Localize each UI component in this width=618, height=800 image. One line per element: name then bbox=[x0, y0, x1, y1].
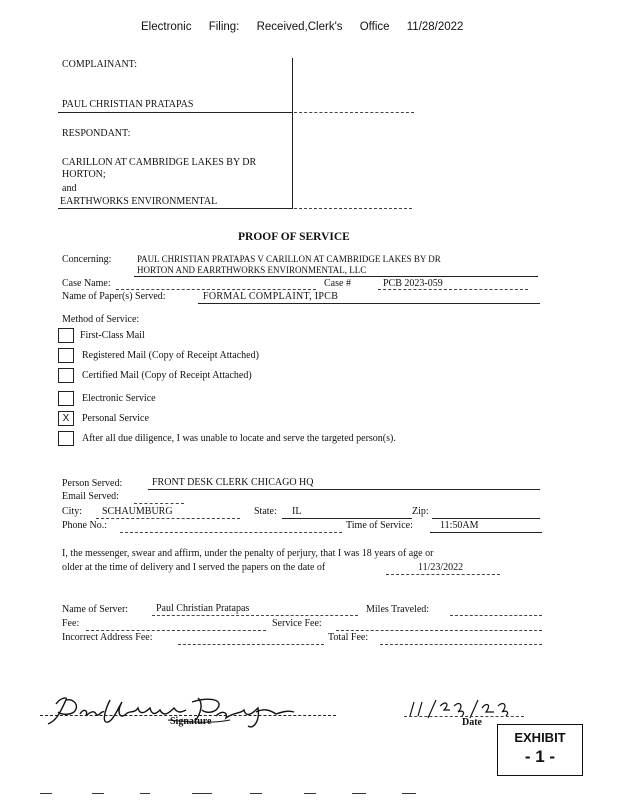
respondent-line3: EARTHWORKS ENVIRONMENTAL bbox=[60, 196, 218, 207]
scan-dash bbox=[250, 793, 262, 794]
case-name-label: Case Name: bbox=[62, 278, 111, 289]
concerning-label: Concerning: bbox=[62, 254, 112, 265]
oath-date-line bbox=[386, 574, 500, 575]
checkbox-first-class[interactable] bbox=[58, 328, 74, 343]
complainant-dash bbox=[294, 112, 414, 113]
scan-dash bbox=[40, 793, 52, 794]
checkbox-electronic[interactable] bbox=[58, 391, 74, 406]
total-fee-label: Total Fee: bbox=[328, 632, 369, 643]
case-number-label: Case # bbox=[324, 278, 351, 289]
option-first-class: First-Class Mail bbox=[80, 330, 145, 341]
option-electronic: Electronic Service bbox=[82, 393, 156, 404]
fee-line bbox=[86, 630, 266, 631]
checkbox-unable[interactable] bbox=[58, 431, 74, 446]
papers-served: FORMAL COMPLAINT, IPCB bbox=[203, 291, 339, 302]
phone-label: Phone No.: bbox=[62, 520, 107, 531]
exhibit-label: EXHIBIT bbox=[514, 730, 566, 745]
caption-divider bbox=[292, 58, 293, 209]
oath-line2: older at the time of delivery and I served the papers on the date of bbox=[62, 562, 326, 573]
papers-underline bbox=[198, 303, 540, 304]
person-served-label: Person Served: bbox=[62, 478, 123, 489]
papers-label: Name of Paper(s) Served: bbox=[62, 291, 166, 302]
concerning-line2: HORTON AND EARRTHWORKS ENVIRONMENTAL, LLC bbox=[137, 265, 367, 275]
zip-label: Zip: bbox=[412, 506, 429, 517]
service-fee-line bbox=[336, 630, 542, 631]
respondent-line2: HORTON; bbox=[62, 169, 106, 180]
concerning-underline bbox=[134, 276, 538, 277]
time-line bbox=[430, 532, 542, 533]
miles-label: Miles Traveled: bbox=[366, 604, 430, 615]
city-label: City: bbox=[62, 506, 83, 517]
case-name-line bbox=[116, 289, 316, 290]
respondent-dash bbox=[294, 208, 412, 209]
filing-electronic: Electronic bbox=[141, 21, 192, 33]
person-served: FRONT DESK CLERK CHICAGO HQ bbox=[152, 477, 314, 488]
scan-dash bbox=[402, 793, 416, 794]
city: SCHAUMBURG bbox=[102, 506, 173, 517]
signature-label: Signature bbox=[170, 716, 212, 727]
respondent-and: and bbox=[62, 183, 77, 194]
scan-dash bbox=[304, 793, 316, 794]
oath-line1: I, the messenger, swear and affirm, under the penalty of perjury, that I was 18 years of age or bbox=[62, 548, 434, 559]
total-fee-line bbox=[380, 644, 542, 645]
exhibit-stamp bbox=[497, 724, 583, 776]
date-handwritten bbox=[406, 696, 516, 722]
option-personal: Personal Service bbox=[82, 413, 149, 424]
email-label: Email Served: bbox=[62, 491, 119, 502]
time-label: Time of Service: bbox=[346, 520, 413, 531]
option-registered: Registered Mail (Copy of Receipt Attached) bbox=[82, 350, 259, 361]
filing-filing: Filing: bbox=[208, 21, 240, 33]
concerning-line1: PAUL CHRISTIAN PRATAPAS V CARILLON AT CAMBRIDGE LAKES BY DR bbox=[137, 254, 441, 264]
complainant-underline bbox=[58, 112, 292, 113]
fee-label: Fee: bbox=[62, 618, 80, 629]
state: IL bbox=[292, 506, 302, 517]
filing-received: Received,Clerk's bbox=[256, 21, 343, 33]
complainant-name: PAUL CHRISTIAN PRATAPAS bbox=[62, 99, 194, 110]
person-underline bbox=[148, 489, 540, 490]
email-line bbox=[134, 503, 184, 504]
server-name: Paul Christian Pratapas bbox=[156, 603, 250, 614]
phone-line bbox=[120, 532, 342, 533]
scan-dash bbox=[140, 793, 150, 794]
server-name-label: Name of Server: bbox=[62, 604, 129, 615]
time-of-service: 11:50AM bbox=[440, 520, 479, 531]
scan-dash bbox=[92, 793, 104, 794]
respondent-line1: CARILLON AT CAMBRIDGE LAKES BY DR bbox=[62, 157, 257, 168]
page-title: PROOF OF SERVICE bbox=[238, 231, 350, 243]
complainant-label: COMPLAINANT: bbox=[62, 59, 138, 70]
filing-header bbox=[141, 21, 463, 33]
option-certified: Certified Mail (Copy of Receipt Attached) bbox=[82, 370, 252, 381]
method-label: Method of Service: bbox=[62, 314, 140, 325]
case-number-line bbox=[378, 289, 528, 290]
oath-date: 11/23/2022 bbox=[418, 562, 464, 573]
incorrect-fee-line bbox=[178, 644, 324, 645]
filing-office: Office bbox=[359, 21, 390, 33]
service-fee-label: Service Fee: bbox=[272, 618, 322, 629]
respondent-label: RESPONDANT: bbox=[62, 128, 131, 139]
state-label: State: bbox=[254, 506, 277, 517]
date-label: Date bbox=[462, 717, 482, 728]
state-line bbox=[282, 518, 412, 519]
scan-dash bbox=[192, 793, 212, 794]
checkbox-personal[interactable]: X bbox=[58, 411, 74, 426]
checkbox-certified[interactable] bbox=[58, 368, 74, 383]
scan-dash bbox=[352, 793, 366, 794]
city-line bbox=[96, 518, 240, 519]
server-name-line bbox=[152, 615, 358, 616]
respondent-underline bbox=[58, 208, 292, 209]
zip-line bbox=[432, 518, 540, 519]
exhibit-number: - 1 - bbox=[524, 747, 556, 766]
checkbox-registered[interactable] bbox=[58, 348, 74, 363]
signature-scribble bbox=[40, 690, 340, 735]
case-number: PCB 2023-059 bbox=[383, 278, 443, 289]
miles-line bbox=[450, 615, 542, 616]
option-unable: After all due diligence, I was unable to locate and serve the targeted person(s). bbox=[82, 433, 396, 444]
filing-date: 11/28/2022 bbox=[406, 21, 464, 33]
incorrect-fee-label: Incorrect Address Fee: bbox=[62, 632, 153, 643]
